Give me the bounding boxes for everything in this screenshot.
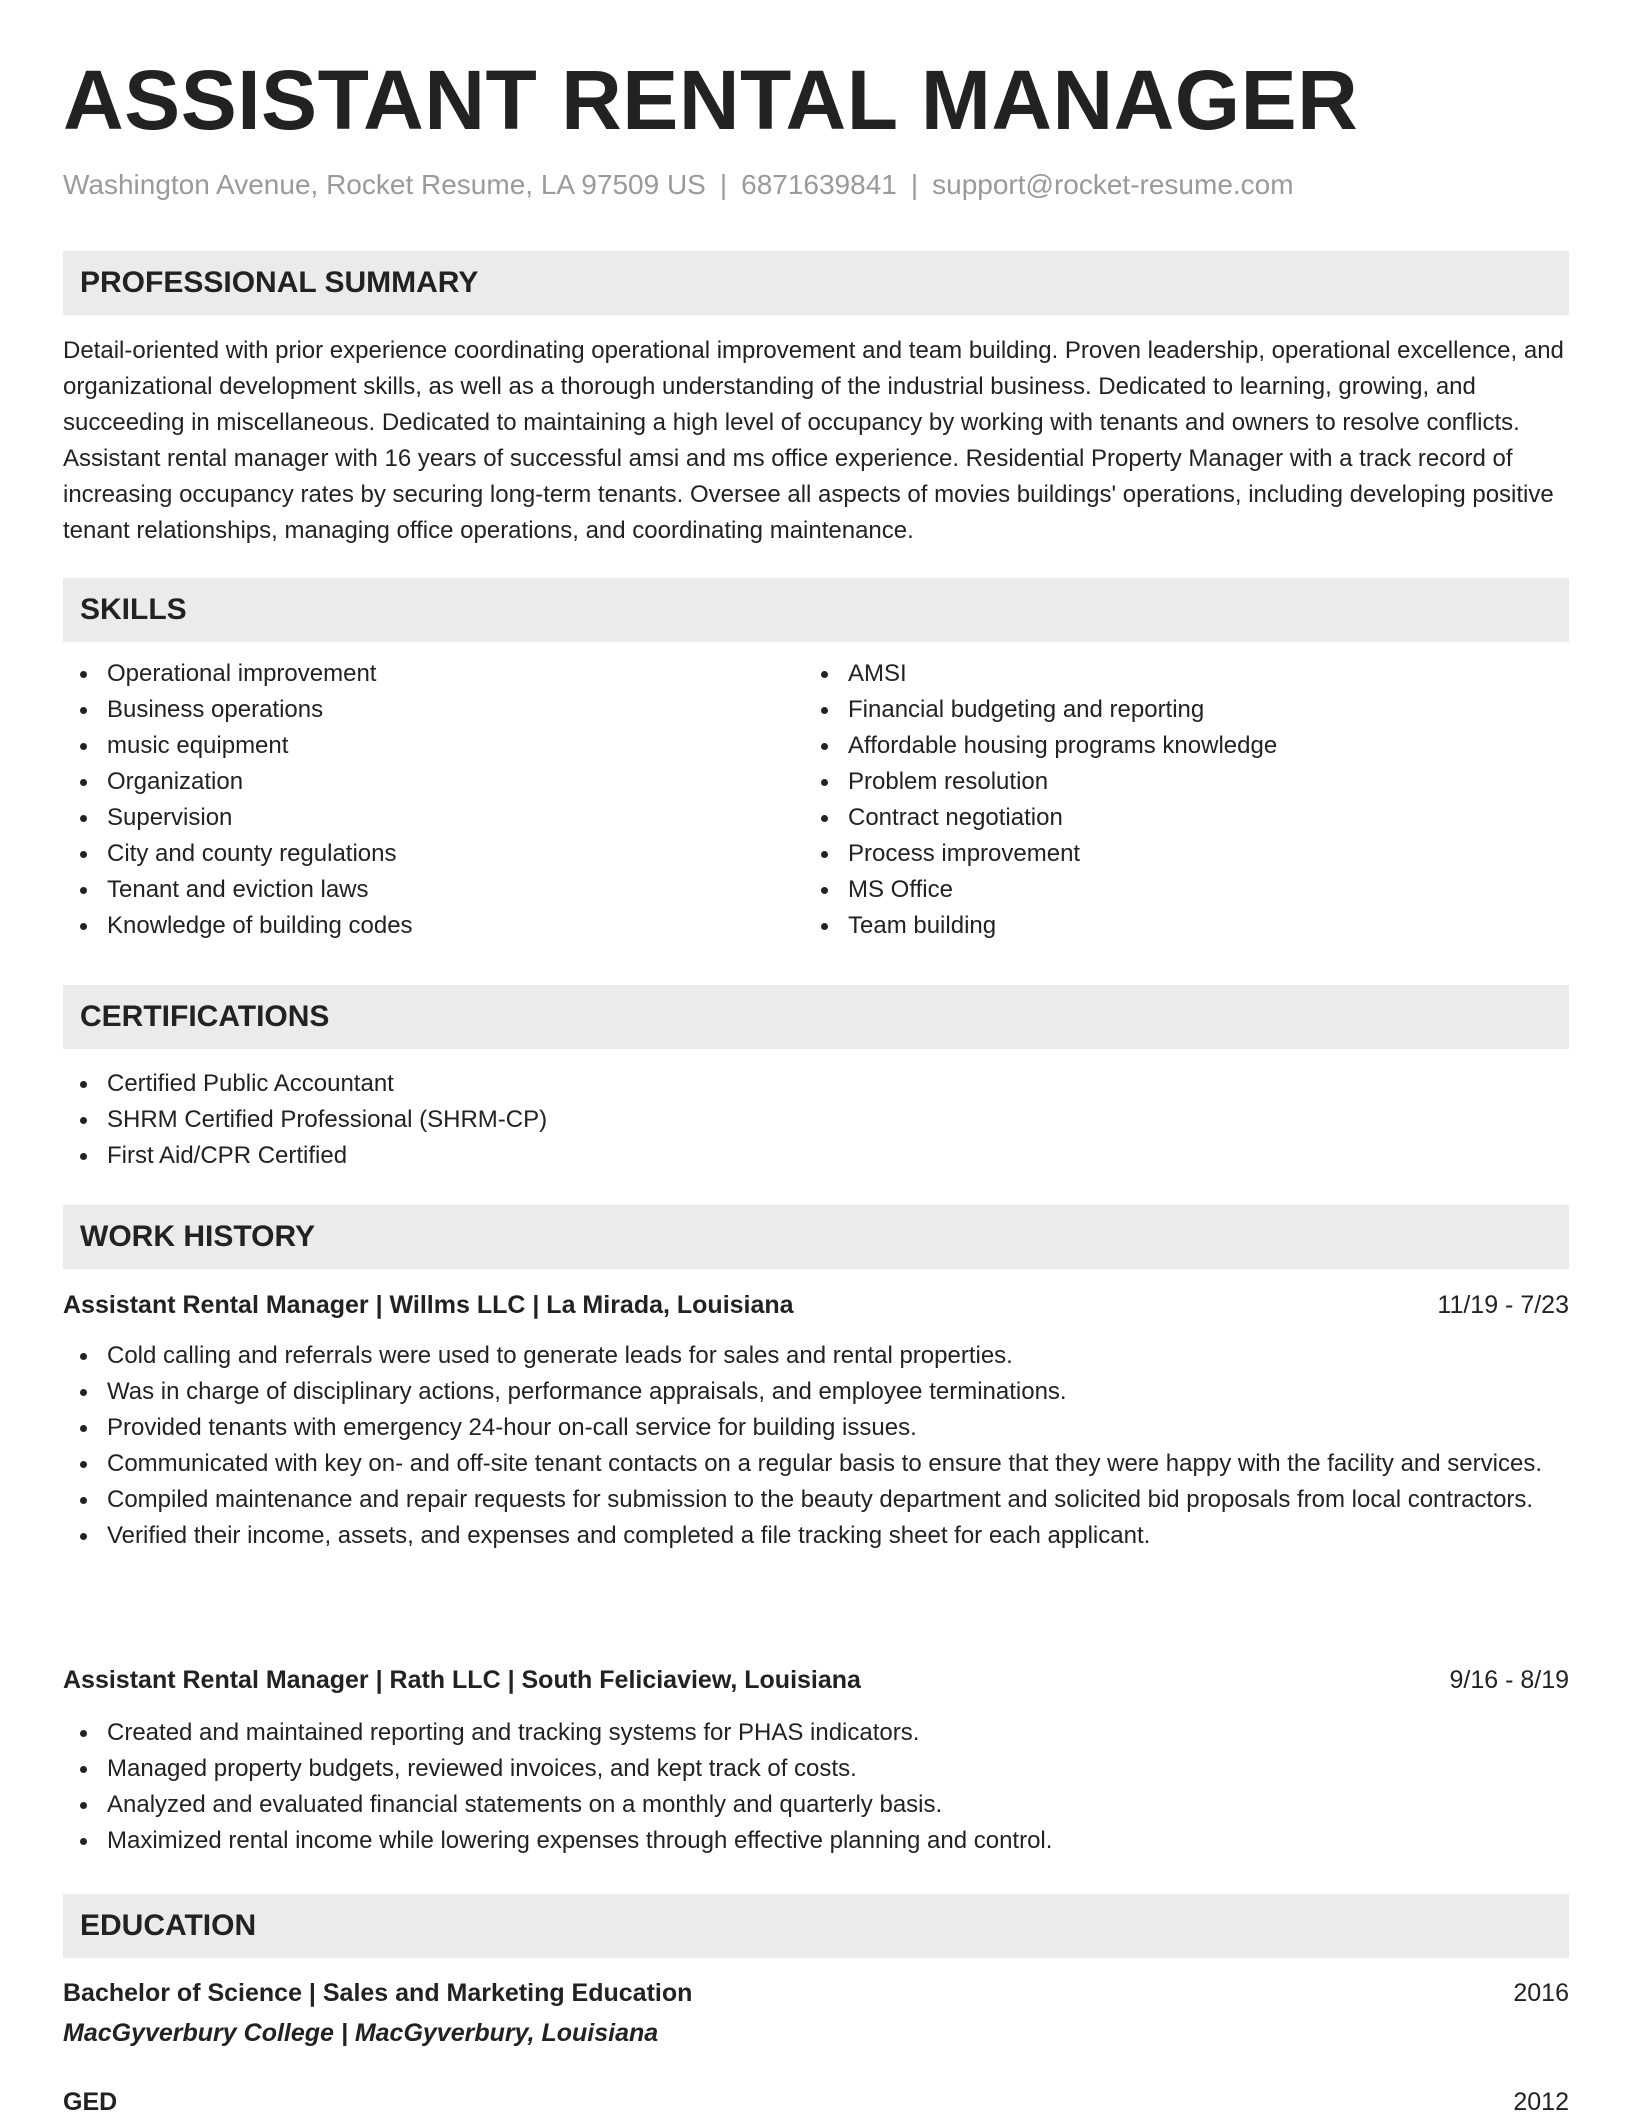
job-bullets	[63, 1715, 1569, 1859]
contact-address: Washington Avenue, Rocket Resume, LA 97509 US	[63, 169, 706, 200]
skill-item: Knowledge of building codes	[63, 908, 763, 944]
section-title: EDUCATION	[80, 1909, 257, 1942]
skill-item: Tenant and eviction laws	[63, 872, 763, 908]
job-bullet: Verified their income, assets, and expenses and completed a file tracking sheet for each applicant.	[63, 1518, 1569, 1554]
job-bullets	[63, 1338, 1569, 1554]
job-title: Assistant Rental Manager | Rath LLC | South Feliciaview, Louisiana	[63, 1666, 861, 1694]
job-bullet: Communicated with key on- and off-site tenant contacts on a regular basis to ensure that they were happy with the facility and services.	[63, 1446, 1569, 1482]
education-degree: GED	[63, 2088, 118, 2112]
certification-item: First Aid/CPR Certified	[63, 1138, 1569, 1174]
job-dates: 9/16 - 8/19	[1449, 1666, 1569, 1694]
education-year: 2016	[1513, 1979, 1569, 2007]
education-school: MacGyverbury College | MacGyverbury, Louisiana	[63, 2019, 659, 2047]
section-header-certifications	[63, 985, 1569, 1049]
summary-text: Detail-oriented with prior experience coordinating operational improvement and team building. Proven leadership, operational excellence, and organizational development skills, as well as a thorough understanding of the industrial business. Dedicated to learning, growing, and succeeding in miscellaneous. Dedicated to maintaining a high level of occupancy by working with tenants and owners to resolve conflicts. Assistant rental manager with 16 years of successful amsi and ms office experience. Residential Property Manager with a track record of increasing occupancy rates by securing long-term tenants. Oversee all aspects of movies buildings' operations, including developing positive tenant relationships, managing office operations, and coordinating maintenance.	[63, 337, 1564, 544]
skill-item: Process improvement	[804, 836, 1564, 872]
section-title: WORK HISTORY	[80, 1220, 316, 1253]
skill-item: AMSI	[804, 656, 1564, 692]
skill-item: music equipment	[63, 728, 763, 764]
section-title: SKILLS	[80, 593, 187, 626]
skill-item: Supervision	[63, 800, 763, 836]
job-title: Assistant Rental Manager | Willms LLC | La Mirada, Louisiana	[63, 1291, 794, 1319]
skill-item: Affordable housing programs knowledge	[804, 728, 1564, 764]
contact-line	[63, 168, 1294, 202]
skill-item: Team building	[804, 908, 1564, 944]
skill-item: Organization	[63, 764, 763, 800]
skill-item: MS Office	[804, 872, 1564, 908]
job-bullet: Was in charge of disciplinary actions, performance appraisals, and employee terminations.	[63, 1374, 1569, 1410]
candidate-name: ASSISTANT RENTAL MANAGER	[63, 53, 1359, 147]
job-bullet: Managed property budgets, reviewed invoices, and kept track of costs.	[63, 1751, 1569, 1787]
contact-separator: |	[910, 169, 919, 200]
skill-item: Operational improvement	[63, 656, 763, 692]
skill-item: Business operations	[63, 692, 763, 728]
skills-list-right	[804, 656, 1564, 944]
section-title: CERTIFICATIONS	[80, 1000, 330, 1033]
job-bullet: Maximized rental income while lowering expenses through effective planning and control.	[63, 1823, 1569, 1859]
contact-email: support@rocket-resume.com	[932, 169, 1294, 200]
certifications-list	[63, 1066, 1569, 1174]
skills-list-left	[63, 656, 763, 944]
section-title: PROFESSIONAL SUMMARY	[80, 266, 479, 299]
job-bullet: Cold calling and referrals were used to generate leads for sales and rental properties.	[63, 1338, 1569, 1374]
certification-item: SHRM Certified Professional (SHRM-CP)	[63, 1102, 1569, 1138]
section-header-skills	[63, 578, 1569, 642]
section-header-summary	[63, 251, 1569, 315]
education-year: 2012	[1513, 2088, 1569, 2112]
job-bullet: Created and maintained reporting and tracking systems for PHAS indicators.	[63, 1715, 1569, 1751]
skill-item: Problem resolution	[804, 764, 1564, 800]
section-header-education	[63, 1894, 1569, 1958]
skill-item: City and county regulations	[63, 836, 763, 872]
contact-separator: |	[719, 169, 728, 200]
job-bullet: Provided tenants with emergency 24-hour on-call service for building issues.	[63, 1410, 1569, 1446]
contact-phone: 6871639841	[741, 169, 897, 200]
job-dates: 11/19 - 7/23	[1437, 1291, 1569, 1319]
job-bullet: Compiled maintenance and repair requests for submission to the beauty department and solicited bid proposals from local contractors.	[63, 1482, 1569, 1518]
skill-item: Financial budgeting and reporting	[804, 692, 1564, 728]
education-degree: Bachelor of Science | Sales and Marketing Education	[63, 1979, 693, 2007]
skill-item: Contract negotiation	[804, 800, 1564, 836]
section-header-work-history	[63, 1205, 1569, 1269]
certification-item: Certified Public Accountant	[63, 1066, 1569, 1102]
job-bullet: Analyzed and evaluated financial statements on a monthly and quarterly basis.	[63, 1787, 1569, 1823]
